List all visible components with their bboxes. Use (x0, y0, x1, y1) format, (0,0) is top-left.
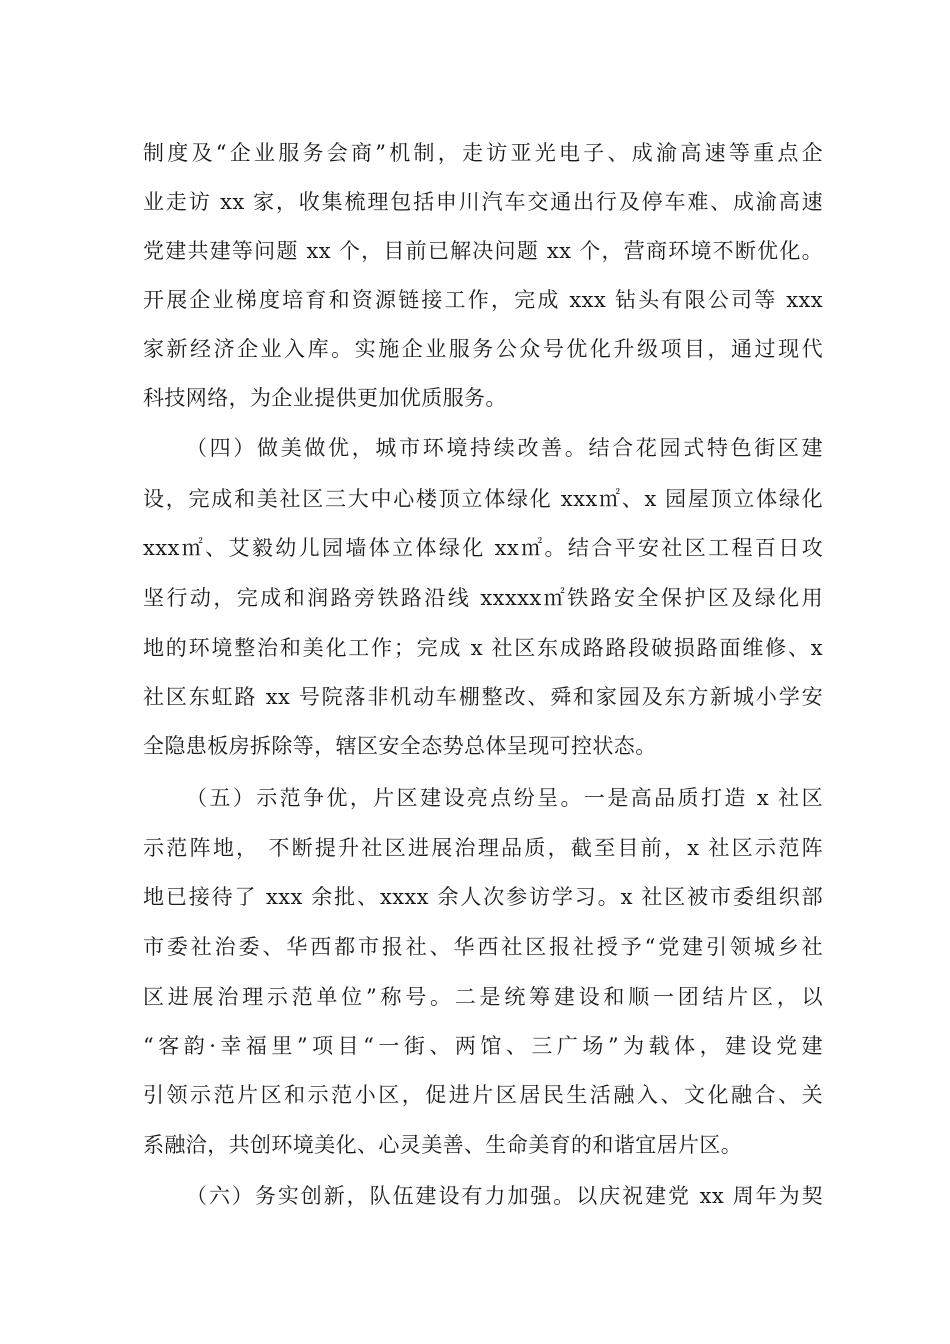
text-line: 党建共建等问题 xx 个，目前已解决问题 xx 个，营商环境不断优化。 (143, 239, 823, 263)
text-line: xxx㎡、艾毅幼儿园墙体立体绿化 xx㎡。结合平安社区工程百日攻 (143, 536, 823, 560)
text-line: 地的环境整治和美化工作；完成 x 社区东成路路段破损路面维修、x (143, 636, 823, 660)
paragraph-heading-line: （五）示范争优，片区建设亮点纷呈。一是高品质打造 x 社区 (186, 786, 823, 810)
paragraph-heading-line: （四）做美做优，城市环境持续改善。结合花园式特色街区建 (186, 436, 823, 460)
text-line: 家新经济企业入库。实施企业服务公众号优化升级项目，通过现代 (143, 337, 823, 361)
text-line: 设，完成和美社区三大中心楼顶立体绿化 xxx㎡、x 园屋顶立体绿化 (143, 487, 823, 511)
text-line: 全隐患板房拆除等，辖区安全态势总体呈现可控状态。 (143, 734, 657, 758)
text-line: 地已接待了 xxx 余批、xxxx 余人次参访学习。x 社区被市委组织部 (143, 885, 823, 909)
text-line: 系融洽，共创环境美化、心灵美善、生命美育的和谐宜居片区。 (143, 1133, 743, 1157)
text-line: 坚行动，完成和润路旁铁路沿线 xxxxx㎡铁路安全保护区及绿化用 (143, 586, 823, 610)
text-line: 区进展治理示范单位”称号。二是统筹建设和顺一团结片区，以 (143, 985, 823, 1009)
text-line: 市委社治委、华西都市报社、华西社区报社授予“党建引领城乡社 (143, 935, 823, 959)
paragraph-heading-line: （六）务实创新，队伍建设有力加强。以庆祝建党 xx 周年为契 (186, 1184, 823, 1208)
text-line: 科技网络，为企业提供更加优质服务。 (143, 386, 507, 410)
text-line: 社区东虹路 xx 号院落非机动车棚整改、舜和家园及东方新城小学安 (143, 685, 823, 709)
text-line: 引领示范片区和示范小区，促进片区居民生活融入、文化融合、关 (143, 1083, 823, 1107)
text-line: “客韵·幸福里”项目“一街、两馆、三广场”为载体，建设党建 (143, 1034, 823, 1058)
text-line: 制度及“企业服务会商”机制，走访亚光电子、成渝高速等重点企 (143, 141, 823, 165)
text-line: 示范阵地， 不断提升社区进展治理品质，截至目前，x 社区示范阵 (143, 836, 823, 860)
text-line: 业走访 xx 家，收集梳理包括申川汽车交通出行及停车难、成渝高速 (143, 190, 823, 214)
text-line: 开展企业梯度培育和资源链接工作，完成 xxx 钻头有限公司等 xxx (143, 288, 823, 312)
